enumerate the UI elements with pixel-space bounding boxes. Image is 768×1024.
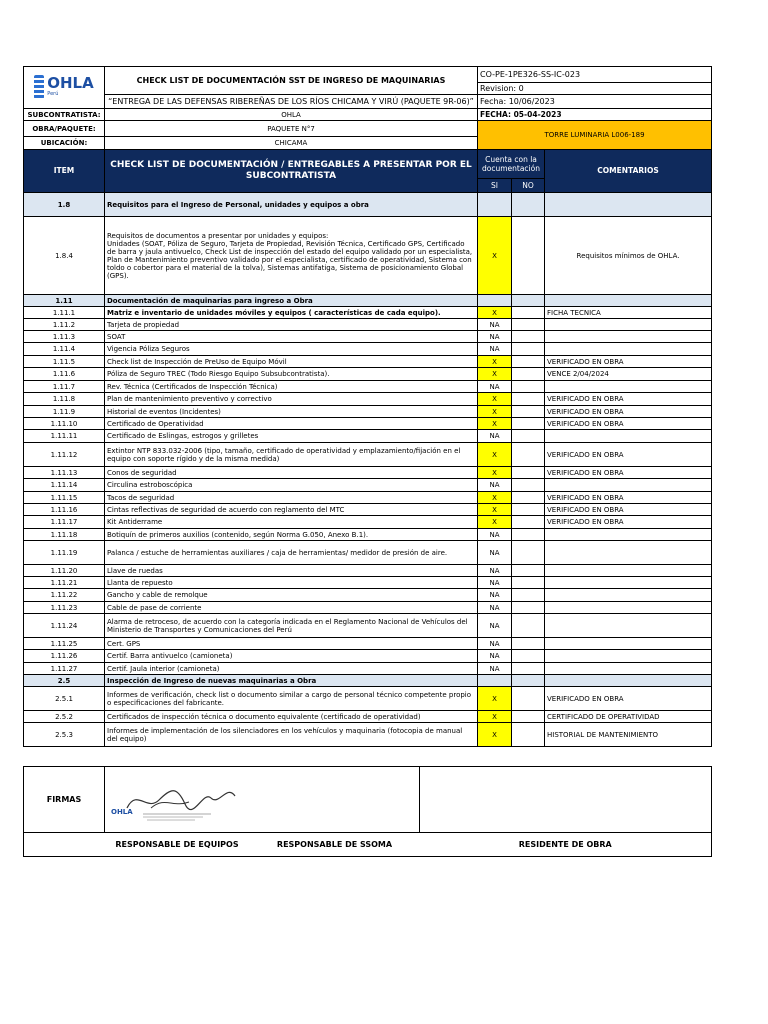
item-cell: 1.11.2 (24, 319, 105, 331)
description-cell: Vigencia Póliza Seguros (105, 343, 478, 356)
si-cell: NA (478, 319, 512, 331)
table-row (24, 307, 712, 319)
comment-cell (545, 430, 712, 443)
project-name: “ENTREGA DE LAS DEFENSAS RIBEREÑAS DE LOS RÍOS CHICAMA Y VIRÚ (PAQUETE 9R-06)” (105, 95, 478, 109)
table-row (24, 504, 712, 516)
si-cell: NA (478, 529, 512, 541)
no-cell (512, 687, 545, 711)
si-cell: X (478, 307, 512, 319)
si-cell: X (478, 443, 512, 467)
description-cell: Llanta de repuesto (105, 577, 478, 589)
si-cell: NA (478, 479, 512, 492)
no-cell (512, 393, 545, 406)
subcontratista-value: OHLA (105, 109, 478, 121)
comment-cell (545, 565, 712, 577)
item-cell: 1.8.4 (24, 217, 105, 295)
item-cell: 1.11.4 (24, 343, 105, 356)
table-row (24, 723, 712, 747)
no-cell (512, 565, 545, 577)
no-cell (512, 650, 545, 663)
no-cell (512, 356, 545, 368)
equipment-name: TORRE LUMINARIA L006-189 (478, 121, 712, 150)
no-cell (512, 723, 545, 747)
description-cell: Cable de pase de corriente (105, 602, 478, 614)
table-row (24, 343, 712, 356)
no-cell (512, 541, 545, 565)
no-cell (512, 331, 545, 343)
table-row (24, 638, 712, 650)
item-cell: 1.11.23 (24, 602, 105, 614)
comment-cell: Requisitos mínimos de OHLA. (545, 217, 712, 295)
no-cell (512, 663, 545, 675)
comment-cell: VERIFICADO EN OBRA (545, 687, 712, 711)
comment-cell (545, 577, 712, 589)
si-cell: NA (478, 650, 512, 663)
no-cell (512, 295, 545, 307)
description-cell: Rev. Técnica (Certificados de Inspección Técnica) (105, 381, 478, 393)
table-row (24, 687, 712, 711)
item-cell: 1.11.18 (24, 529, 105, 541)
table-row (24, 650, 712, 663)
item-cell: 1.11.13 (24, 467, 105, 479)
description-cell: Tarjeta de propiedad (105, 319, 478, 331)
table-row (24, 577, 712, 589)
table-row (24, 467, 712, 479)
comment-cell (545, 295, 712, 307)
item-cell: 1.11 (24, 295, 105, 307)
table-row (24, 406, 712, 418)
residente-label: RESIDENTE DE OBRA (420, 833, 712, 857)
si-cell: NA (478, 565, 512, 577)
si-cell: NA (478, 614, 512, 638)
description-cell: Documentación de maquinarias para ingreso a Obra (105, 295, 478, 307)
si-cell: X (478, 406, 512, 418)
item-cell: 1.11.19 (24, 541, 105, 565)
obra-label: OBRA/PAQUETE: (24, 121, 105, 137)
si-cell: X (478, 418, 512, 430)
description-cell: Palanca / estuche de herramientas auxiliares / caja de herramientas/ medidor de presión de aire. (105, 541, 478, 565)
ohla-logo (34, 75, 93, 99)
fecha-label: FECHA: 05-04-2023 (478, 109, 712, 121)
no-cell (512, 589, 545, 602)
si-cell: NA (478, 541, 512, 565)
comment-cell (545, 529, 712, 541)
item-cell: 1.11.17 (24, 516, 105, 529)
table-row (24, 516, 712, 529)
si-cell: X (478, 687, 512, 711)
description-cell: Certificados de inspección técnica o documento equivalente (certificado de operatividad) (105, 711, 478, 723)
no-cell (512, 368, 545, 381)
comment-cell (545, 381, 712, 393)
description-cell: Conos de seguridad (105, 467, 478, 479)
item-cell: 2.5.3 (24, 723, 105, 747)
si-cell: NA (478, 589, 512, 602)
comment-cell (545, 479, 712, 492)
signature-equipos (105, 767, 250, 833)
no-cell (512, 430, 545, 443)
no-cell (512, 343, 545, 356)
signature-residente (420, 767, 712, 833)
item-cell: 1.11.20 (24, 565, 105, 577)
table-row (24, 331, 712, 343)
item-cell: 1.11.21 (24, 577, 105, 589)
description-cell: Certificado de Eslingas, estrogos y grilletes (105, 430, 478, 443)
si-cell: X (478, 711, 512, 723)
comment-cell (545, 602, 712, 614)
si-cell: X (478, 467, 512, 479)
si-cell: X (478, 393, 512, 406)
table-row (24, 565, 712, 577)
item-cell: 1.11.26 (24, 650, 105, 663)
comment-cell (545, 663, 712, 675)
no-cell (512, 307, 545, 319)
comment-cell (545, 193, 712, 217)
item-cell: 1.11.10 (24, 418, 105, 430)
column-header-cuenta: Cuenta con la documentación (478, 150, 545, 179)
item-cell: 1.11.24 (24, 614, 105, 638)
description-cell: Certif. Barra antivuelco (camioneta) (105, 650, 478, 663)
column-header-comments: COMENTARIOS (545, 150, 712, 193)
logo-mark-icon (34, 75, 44, 99)
firmas-label: FIRMAS (24, 767, 105, 833)
no-cell (512, 516, 545, 529)
no-cell (512, 217, 545, 295)
si-cell: X (478, 368, 512, 381)
si-cell: NA (478, 638, 512, 650)
no-cell (512, 638, 545, 650)
si-cell: X (478, 217, 512, 295)
si-cell (478, 193, 512, 217)
description-cell: Botiquín de primeros auxilios (contenido, según Norma G.050, Anexo B.1). (105, 529, 478, 541)
si-cell (478, 295, 512, 307)
table-row (24, 529, 712, 541)
comment-cell: VERIFICADO EN OBRA (545, 443, 712, 467)
comment-cell: VERIFICADO EN OBRA (545, 418, 712, 430)
signature-stamp-image (107, 778, 248, 822)
table-row (24, 393, 712, 406)
comment-cell (545, 343, 712, 356)
item-cell: 1.11.5 (24, 356, 105, 368)
comment-cell (545, 650, 712, 663)
comment-cell (545, 638, 712, 650)
description-cell: Inspección de Ingreso de nuevas maquinarias a Obra (105, 675, 478, 687)
description-cell: Tacos de seguridad (105, 492, 478, 504)
column-header-document: CHECK LIST DE DOCUMENTACIÓN / ENTREGABLES A PRESENTAR POR EL SUBCONTRATISTA (105, 150, 478, 193)
header-table (23, 66, 712, 109)
comment-cell: HISTORIAL DE MANTENIMIENTO (545, 723, 712, 747)
description-cell: Matriz e inventario de unidades móviles y equipos ( características de cada equipo). (105, 307, 478, 319)
item-cell: 1.11.15 (24, 492, 105, 504)
table-row (24, 356, 712, 368)
table-row (24, 589, 712, 602)
si-cell: X (478, 516, 512, 529)
item-cell: 2.5.2 (24, 711, 105, 723)
table-row (24, 217, 712, 295)
table-row (24, 418, 712, 430)
description-cell: Kit Antiderrame (105, 516, 478, 529)
description-cell: Historial de eventos (Incidentes) (105, 406, 478, 418)
section-row (24, 193, 712, 217)
comment-cell (545, 675, 712, 687)
description-cell: Check list de Inspección de PreUso de Equipo Móvil (105, 356, 478, 368)
description-cell: Póliza de Seguro TREC (Todo Riesgo Equipo Subsubcontratista). (105, 368, 478, 381)
description-cell: Llave de ruedas (105, 565, 478, 577)
item-cell: 1.11.9 (24, 406, 105, 418)
document-date: Fecha: 10/06/2023 (478, 95, 712, 109)
si-cell (478, 675, 512, 687)
document-code: CO-PE-1PE326-SS-IC-023 (478, 67, 712, 83)
description-cell: Alarma de retroceso, de acuerdo con la categoría indicada en el Reglamento Nacional de Vehículos del Ministerio de Transportes y Comunicaciones del Perú (105, 614, 478, 638)
item-cell: 1.11.7 (24, 381, 105, 393)
no-cell (512, 675, 545, 687)
description-cell: Certif. Jaula interior (camioneta) (105, 663, 478, 675)
description-cell: Plan de mantenimiento preventivo y correctivo (105, 393, 478, 406)
si-cell: NA (478, 331, 512, 343)
item-cell: 1.11.14 (24, 479, 105, 492)
no-cell (512, 614, 545, 638)
item-cell: 1.11.6 (24, 368, 105, 381)
section-row (24, 675, 712, 687)
handwritten-signature-icon (107, 778, 247, 822)
comment-cell: VERIFICADO EN OBRA (545, 467, 712, 479)
column-header-no: NO (512, 179, 545, 193)
si-cell: X (478, 492, 512, 504)
table-row (24, 368, 712, 381)
signature-spacer (24, 833, 105, 857)
item-cell: 1.11.11 (24, 430, 105, 443)
si-cell: NA (478, 577, 512, 589)
document-title: CHECK LIST DE DOCUMENTACIÓN SST DE INGRESO DE MAQUINARIAS (105, 67, 478, 95)
table-row (24, 711, 712, 723)
description-cell: Requisitos de documentos a presentar por unidades y equipos: Unidades (SOAT, Póliza de Seguro, Tarjeta de Propiedad, Revisión Técnica, Certificado GPS, Certificado de barra y jaula antivuelco, Check List de inspección del estado del equipo validado por un especialista, Plan de Mantenimiento preventivo validado por el especialista, certificado de operatividad, Sistema con toldo o cobertor para el material de la tolva), Sistemas antifatiga, Sistema de posicionamiento Global (GPS). (105, 217, 478, 295)
si-cell: X (478, 723, 512, 747)
no-cell (512, 467, 545, 479)
table-row (24, 381, 712, 393)
checklist-table (23, 108, 712, 747)
resp-equipos-label: RESPONSABLE DE EQUIPOS (105, 833, 250, 857)
no-cell (512, 418, 545, 430)
comment-cell: VENCE 2/04/2024 (545, 368, 712, 381)
no-cell (512, 443, 545, 467)
subcontratista-label: SUBCONTRATISTA: (24, 109, 105, 121)
description-cell: Certificado de Operatividad (105, 418, 478, 430)
no-cell (512, 602, 545, 614)
no-cell (512, 406, 545, 418)
no-cell (512, 529, 545, 541)
table-row (24, 430, 712, 443)
description-cell: Cert. GPS (105, 638, 478, 650)
no-cell (512, 381, 545, 393)
description-cell: Extintor NTP 833.032-2006 (tipo, tamaño, certificado de operatividad y emplazamiento/fijación en el equipo con soporte rígido y de la misma medida) (105, 443, 478, 467)
table-row (24, 663, 712, 675)
no-cell (512, 193, 545, 217)
revision: Revision: 0 (478, 83, 712, 95)
description-cell: Gancho y cable de remolque (105, 589, 478, 602)
description-cell: Circulina estroboscópica (105, 479, 478, 492)
comment-cell: VERIFICADO EN OBRA (545, 406, 712, 418)
comment-cell: CERTIFICADO DE OPERATIVIDAD (545, 711, 712, 723)
comment-cell (545, 589, 712, 602)
resp-ssoma-label: RESPONSABLE DE SSOMA (250, 833, 420, 857)
si-cell: X (478, 504, 512, 516)
signature-table (23, 766, 712, 857)
logo-text: OHLA (47, 74, 94, 92)
no-cell (512, 492, 545, 504)
item-cell: 2.5.1 (24, 687, 105, 711)
ubicacion-label: UBICACIÓN: (24, 137, 105, 150)
description-cell: Requisitos para el Ingreso de Personal, unidades y equipos a obra (105, 193, 478, 217)
item-cell: 1.11.16 (24, 504, 105, 516)
description-cell: Informes de implementación de los silenciadores en los vehículos y maquinaria (fotocopia de manual del equipo) (105, 723, 478, 747)
comment-cell: VERIFICADO EN OBRA (545, 393, 712, 406)
table-row (24, 614, 712, 638)
checklist-rows (24, 193, 712, 747)
si-cell: X (478, 356, 512, 368)
column-header-si: SI (478, 179, 512, 193)
table-row (24, 479, 712, 492)
no-cell (512, 319, 545, 331)
item-cell: 2.5 (24, 675, 105, 687)
item-cell: 1.11.1 (24, 307, 105, 319)
item-cell: 1.11.25 (24, 638, 105, 650)
comment-cell: VERIFICADO EN OBRA (545, 516, 712, 529)
item-cell: 1.11.8 (24, 393, 105, 406)
comment-cell (545, 541, 712, 565)
table-row (24, 319, 712, 331)
comment-cell (545, 614, 712, 638)
description-cell: Informes de verificación, check list o documento similar a cargo de personal técnico competente propio o especificaciones del fabricante. (105, 687, 478, 711)
comment-cell: VERIFICADO EN OBRA (545, 492, 712, 504)
si-cell: NA (478, 430, 512, 443)
description-cell: Cintas reflectivas de seguridad de acuerdo con reglamento del MTC (105, 504, 478, 516)
comment-cell: FICHA TECNICA (545, 307, 712, 319)
logo-cell (24, 67, 105, 109)
comment-cell (545, 331, 712, 343)
comment-cell: VERIFICADO EN OBRA (545, 504, 712, 516)
si-cell: NA (478, 343, 512, 356)
item-cell: 1.11.12 (24, 443, 105, 467)
table-row (24, 541, 712, 565)
stamp-logo-text: OHLA (111, 807, 133, 816)
no-cell (512, 577, 545, 589)
signature-ssoma (250, 767, 420, 833)
description-cell: SOAT (105, 331, 478, 343)
item-cell: 1.11.22 (24, 589, 105, 602)
table-row (24, 443, 712, 467)
comment-cell (545, 319, 712, 331)
section-row (24, 295, 712, 307)
ubicacion-value: CHICAMA (105, 137, 478, 150)
no-cell (512, 479, 545, 492)
item-cell: 1.8 (24, 193, 105, 217)
item-cell: 1.11.3 (24, 331, 105, 343)
table-row (24, 492, 712, 504)
logo-subtext: Perú (47, 91, 59, 97)
item-cell: 1.11.27 (24, 663, 105, 675)
comment-cell: VERIFICADO EN OBRA (545, 356, 712, 368)
si-cell: NA (478, 381, 512, 393)
si-cell: NA (478, 663, 512, 675)
obra-value: PAQUETE N°7 (105, 121, 478, 137)
no-cell (512, 504, 545, 516)
no-cell (512, 711, 545, 723)
table-row (24, 602, 712, 614)
column-header-item: ITEM (24, 150, 105, 193)
si-cell: NA (478, 602, 512, 614)
